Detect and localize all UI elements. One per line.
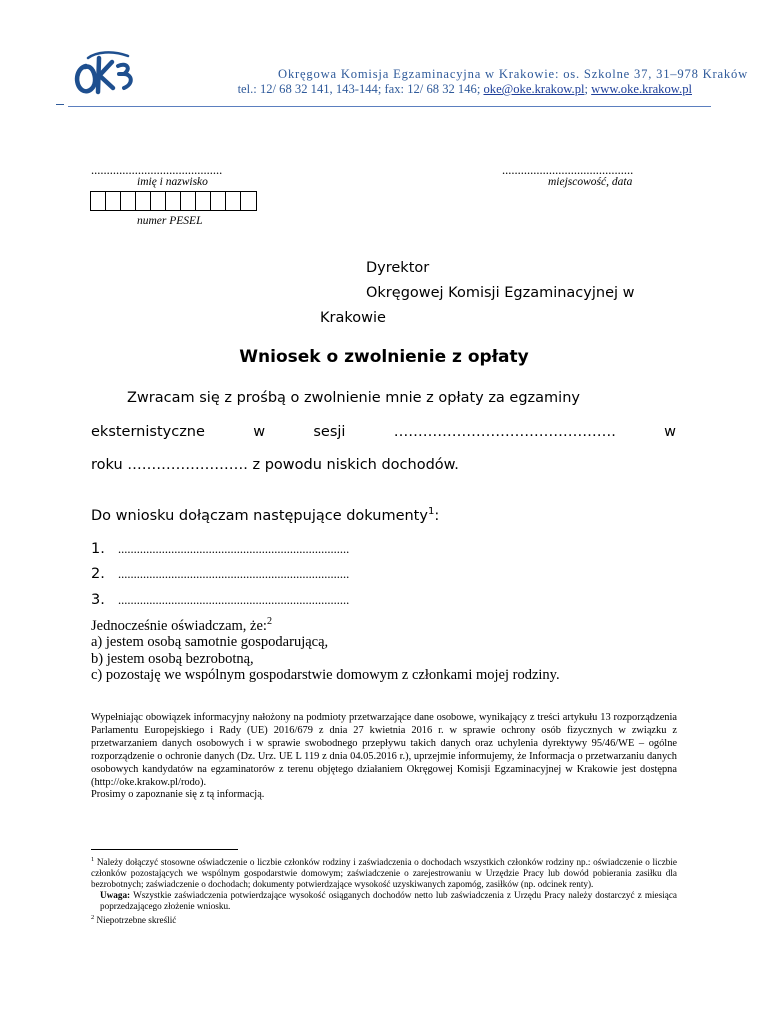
footnote-2-text: Niepotrzebne skreślić [96,915,177,926]
declaration-block [91,614,691,684]
gdpr-info-closing: Prosimy o zapoznanie się z tą informacją. [91,789,265,801]
request-word: eksternistyczne [91,424,205,440]
declaration-heading-text: Jednocześnie oświadczam, że: [91,617,267,634]
website-link[interactable]: www.oke.krakow.pl [591,82,692,96]
attachment-number: 2. [91,566,105,582]
footnote-1-text: Należy dołączyć stosowne oświadczenie o liczbie członków rodziny i zaświadczenia o dochodach wszystkich członków rodziny np.: oświadczenie o liczbie członków pozostających we wspólnym gospodarstwie domowym; zaświadczenie o zarejestrowaniu w Urzędzie Pracy lub dowód pobierania zasiłku dla bezrobotnych; zaświadczenie o dochodach; dokumenty potwierdzające wysokość uzyskiwanych zapomóg, zasiłków (np. odcinek renty). [91,857,677,890]
footnote-2-mark: 2 [91,914,95,922]
pesel-digit-cell[interactable] [241,192,256,210]
gdpr-info-clause [91,712,677,802]
pesel-digit-cell[interactable] [181,192,196,210]
name-field[interactable]: .......................................... [91,163,223,177]
separator: ; [584,82,588,96]
request-line-1: Zwracam się z prośbą o zwolnienie mnie z opłaty za egzaminy [127,390,580,406]
pesel-digit-cell[interactable] [106,192,121,210]
note-text: Wszystkie zaświadczenia potwierdzające wysokość osiąganych dochodów netto lub zaświadczenia z Urzędu Pracy należy dostarczyć z miesiąca poprzedzającego złożenie wniosku. [100,890,677,912]
request-word: w [664,424,676,440]
place-date-label: miejscowość, data [548,176,633,188]
name-label: imię i nazwisko [137,176,208,188]
request-line-3: roku ……………………. z powodu niskich dochodów. [91,457,459,473]
note-label: Uwaga: [100,890,131,901]
document-title: Wniosek o zwolnienie z opłaty [239,347,529,367]
pesel-digit-cell[interactable] [151,192,166,210]
attachments-heading-text: Do wniosku dołączam następujące dokumenty [91,507,428,524]
addressee-line-2: Okręgowej Komisji Egzaminacyjnej w [366,285,635,301]
footnote-ref-1: 1 [427,506,435,517]
pesel-digit-cell[interactable] [166,192,181,210]
request-word: w [253,424,266,440]
header-divider [68,106,711,107]
attachments-heading-colon: : [434,507,440,524]
header-tick [56,104,64,105]
pesel-digit-cell[interactable] [136,192,151,210]
phone-fax: tel.: 12/ 68 32 141, 143-144; fax: 12/ 68 32 146; [237,82,481,96]
footnote-ref-2: 2 [266,616,272,627]
contact-line [120,82,692,97]
organization-address: Okręgowa Komisja Egzaminacyjna w Krakowie: os. Szkolne 37, 31–978 Kraków [278,67,748,81]
addressee-line-3: Krakowie [320,310,386,326]
footnote-note [91,890,677,912]
declaration-option-c[interactable]: c) pozostaję we wspólnym gospodarstwie domowym z członkami mojej rodziny. [91,667,560,684]
attachment-field: .......................................................................... [118,542,350,556]
footnote-1-mark: 1 [91,856,95,863]
pesel-boxes[interactable] [90,191,257,211]
pesel-label: numer PESEL [137,215,203,227]
attachment-item[interactable] [91,541,349,557]
pesel-digit-cell[interactable] [211,192,226,210]
attachments-heading [91,506,439,524]
attachment-field: .......................................................................... [118,593,350,607]
gdpr-info-text: Wypełniając obowiązek informacyjny nałożony na podmioty przetwarzające dane osobowe, wynikający z treści artykułu 13 rozporządzenia Parlamentu Europejskiego i Rady (UE) 2016/679 z dnia 27 kwietnia 2016 r. w sprawie ochrony osób fizycznych w związku z przetwarzaniem danych osobowych i w sprawie swobodnego przepływu takich danych oraz uchylenia dyrektywy 95/46/WE – ogólne rozporządzenie o ochronie danych (Dz. Urz. UE L 119 z dnia 04.05.2016 r.), uprzejmie informujemy, że Informacja o przetwarzaniu danych osobowych kandydatów na egzaminatorów z terenu objętego działaniem Okręgowej Komisji Egzaminacyjnej w Krakowie jest dostępna (http://oke.krakow.pl/rodo). [91,712,677,788]
request-line-2 [91,424,676,440]
footnote-separator [91,849,238,850]
declaration-option-a[interactable]: a) jestem osobą samotnie gospodarującą, [91,634,329,651]
email-link[interactable]: oke@oke.krakow.pl [483,82,585,96]
pesel-digit-cell[interactable] [91,192,106,210]
attachment-field: .......................................................................... [118,567,350,581]
addressee-line-1: Dyrektor [366,260,430,276]
declaration-heading [91,614,691,634]
session-field[interactable]: ………………………………………. [393,424,616,440]
footnotes [91,854,677,926]
attachment-item[interactable] [91,566,349,582]
footnote-1 [91,854,677,890]
footnote-2 [91,912,677,926]
declaration-option-b[interactable]: b) jestem osobą bezrobotną, [91,650,254,667]
pesel-digit-cell[interactable] [196,192,211,210]
pesel-digit-cell[interactable] [226,192,241,210]
place-date-field[interactable]: .......................................... [502,163,634,177]
request-word: sesji [313,424,346,440]
attachment-number: 1. [91,541,105,557]
pesel-digit-cell[interactable] [121,192,136,210]
attachment-number: 3. [91,592,105,608]
attachment-item[interactable] [91,592,349,608]
